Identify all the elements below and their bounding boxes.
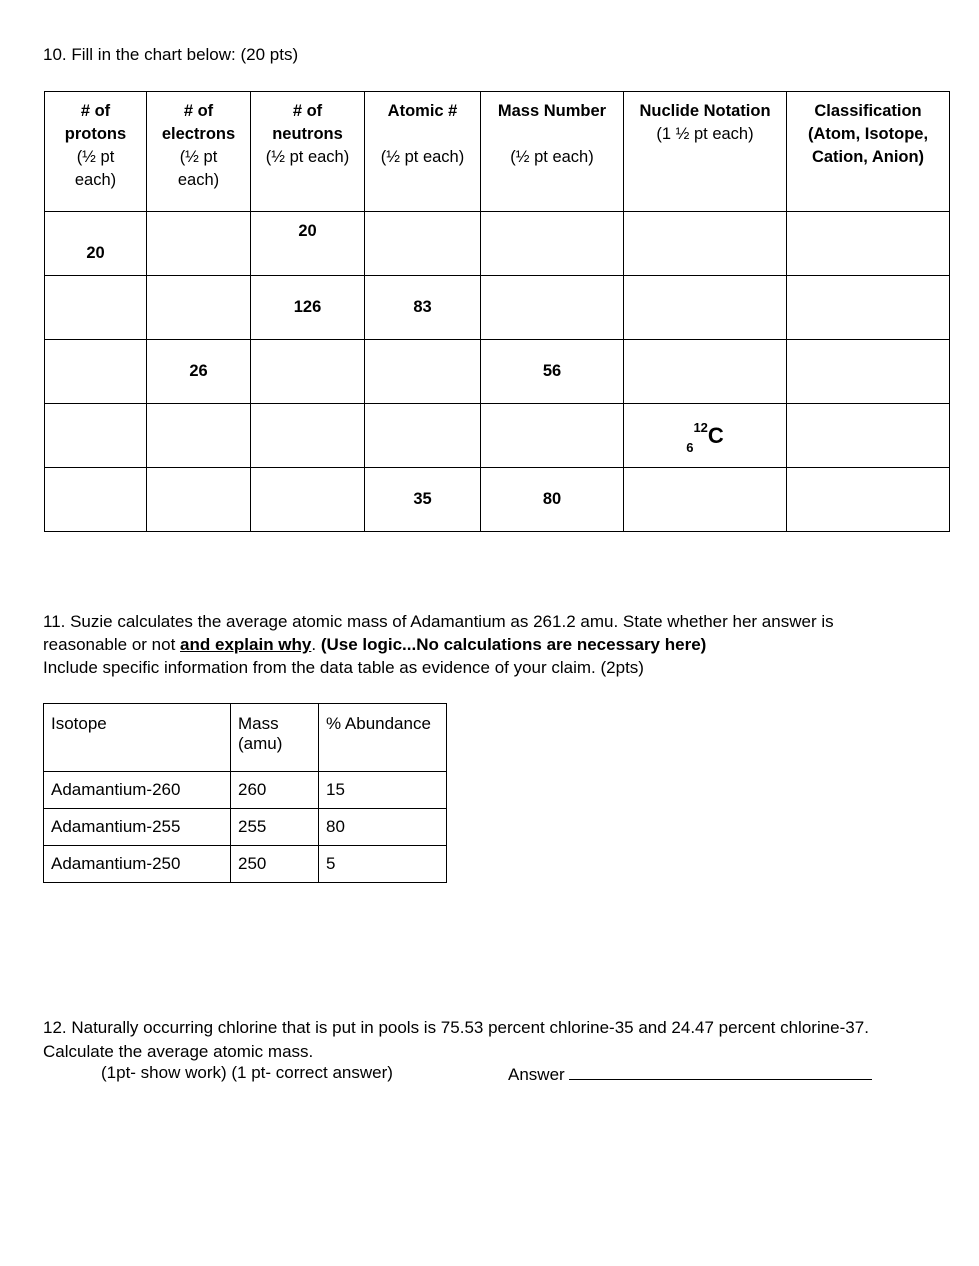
q12-line2: Calculate the average atomic mass. — [43, 1041, 314, 1061]
q11-line1: 11. Suzie calculates the average atomic mass of Adamantium as 261.2 amu. State whether her answer is — [43, 612, 834, 631]
cell-nuclide[interactable] — [624, 468, 787, 532]
isotope-table — [43, 703, 447, 883]
chart-row — [45, 276, 950, 340]
cell-nuclide[interactable] — [624, 404, 787, 468]
q10-prompt: 10. Fill in the chart below: (20 pts) — [43, 45, 299, 64]
cell-mass-number[interactable]: 80 — [481, 468, 624, 532]
explain-why-emphasis: and explain why — [180, 635, 312, 654]
isotope-header-row — [44, 704, 447, 772]
header-isotope: Isotope — [44, 704, 231, 772]
header-mass-number: Mass Number (½ pt each) — [481, 92, 624, 212]
cell-mass-number[interactable] — [481, 212, 624, 276]
cell-mass-number[interactable]: 56 — [481, 340, 624, 404]
header-abundance: % Abundance — [319, 704, 447, 772]
cell-classification[interactable] — [787, 404, 950, 468]
isotope-name: Adamantium-255 — [44, 809, 231, 846]
cell-electrons[interactable] — [147, 276, 251, 340]
cell-protons[interactable] — [45, 340, 147, 404]
q12-points: (1pt- show work) (1 pt- correct answer) — [101, 1063, 393, 1082]
isotope-mass: 260 — [231, 772, 319, 809]
chart-row — [45, 340, 950, 404]
cell-electrons[interactable] — [147, 404, 251, 468]
header-electrons: # of electrons (½ pt each) — [147, 92, 251, 212]
cell-mass-number[interactable] — [481, 404, 624, 468]
cell-atomic-number[interactable] — [365, 404, 481, 468]
cell-neutrons[interactable]: 20 — [251, 212, 365, 276]
cell-electrons[interactable]: 26 — [147, 340, 251, 404]
isotope-mass: 255 — [231, 809, 319, 846]
q11-prompt — [43, 610, 834, 679]
chart-row — [45, 468, 950, 532]
logic-note: (Use logic...No calculations are necessary here) — [320, 635, 707, 654]
nuclide-symbol: C — [707, 422, 724, 448]
cell-mass-number[interactable] — [481, 276, 624, 340]
cell-classification[interactable] — [787, 340, 950, 404]
isotope-mass: 250 — [231, 846, 319, 883]
cell-classification[interactable] — [787, 212, 950, 276]
q12-line1: 12. Naturally occurring chlorine that is put in pools is 75.53 percent chlorine-35 and 24.47 percent chlorine-37. — [43, 1018, 869, 1037]
chart-row — [45, 404, 950, 468]
fill-in-chart — [44, 91, 950, 532]
header-neutrons: # of neutrons (½ pt each) — [251, 92, 365, 212]
isotope-abundance: 5 — [319, 846, 447, 883]
answer-blank-line[interactable] — [569, 1063, 872, 1080]
isotope-abundance: 80 — [319, 809, 447, 846]
cell-nuclide[interactable] — [624, 340, 787, 404]
cell-nuclide[interactable] — [624, 212, 787, 276]
cell-atomic-number[interactable]: 83 — [365, 276, 481, 340]
header-mass: Mass (amu) — [231, 704, 319, 772]
q12-prompt — [43, 1016, 869, 1063]
cell-protons[interactable] — [45, 468, 147, 532]
cell-protons[interactable] — [45, 404, 147, 468]
cell-electrons[interactable] — [147, 468, 251, 532]
nuclide-mass-number: 12 — [693, 419, 708, 435]
cell-atomic-number[interactable] — [365, 212, 481, 276]
table-row — [44, 846, 447, 883]
isotope-name: Adamantium-250 — [44, 846, 231, 883]
cell-neutrons[interactable]: 126 — [251, 276, 365, 340]
cell-neutrons[interactable] — [251, 468, 365, 532]
table-row — [44, 772, 447, 809]
header-nuclide-notation: Nuclide Notation (1 ½ pt each) — [624, 92, 787, 212]
cell-classification[interactable] — [787, 468, 950, 532]
isotope-abundance: 15 — [319, 772, 447, 809]
chart-header-row — [45, 92, 950, 212]
chart-row — [45, 212, 950, 276]
isotope-name: Adamantium-260 — [44, 772, 231, 809]
cell-atomic-number[interactable]: 35 — [365, 468, 481, 532]
header-protons: # of protons (½ pt each) — [45, 92, 147, 212]
header-atomic-number: Atomic # (½ pt each) — [365, 92, 481, 212]
cell-neutrons[interactable] — [251, 404, 365, 468]
q11-line3: Include specific information from the data table as evidence of your claim. (2pts) — [43, 658, 644, 677]
nuclide-atomic-number: 6 — [686, 439, 694, 455]
header-classification: Classification (Atom, Isotope, Cation, Anion) — [787, 92, 950, 212]
table-row — [44, 809, 447, 846]
cell-electrons[interactable] — [147, 212, 251, 276]
answer-label: Answer — [508, 1065, 565, 1084]
answer-field[interactable] — [508, 1063, 872, 1085]
cell-protons[interactable] — [45, 276, 147, 340]
cell-protons[interactable]: 20 — [45, 212, 147, 276]
cell-atomic-number[interactable] — [365, 340, 481, 404]
cell-neutrons[interactable] — [251, 340, 365, 404]
cell-nuclide[interactable] — [624, 276, 787, 340]
cell-classification[interactable] — [787, 276, 950, 340]
q11-line2: reasonable or not and explain why. (Use logic...No calculations are necessary here) — [43, 635, 707, 654]
nuclide-notation-carbon — [686, 419, 724, 455]
